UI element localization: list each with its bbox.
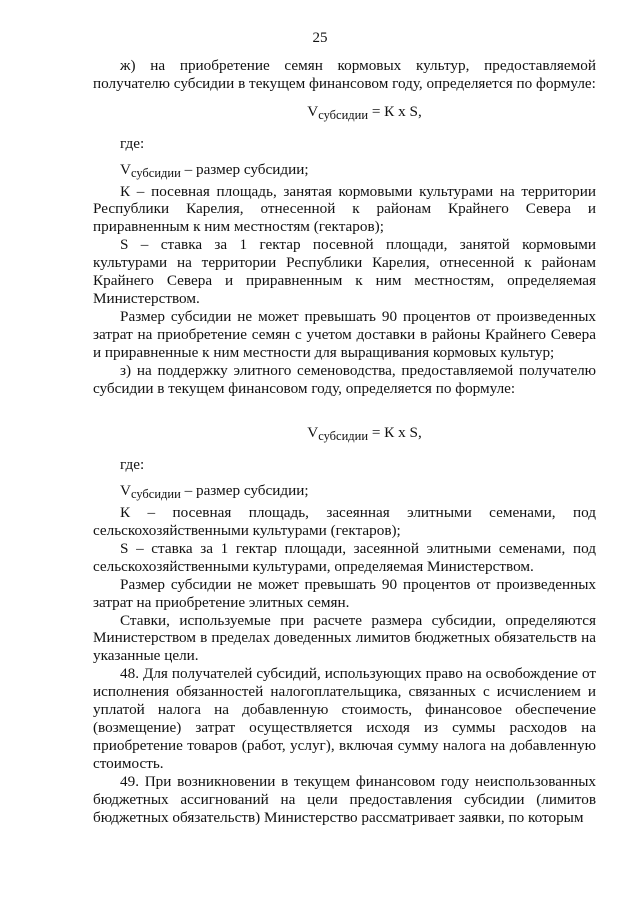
formula-elite-seeds — [93, 424, 596, 446]
definition-v-feed-crops — [93, 161, 596, 183]
limit-elite-seeds: Размер субсидии не может превышать 90 процентов от произведенных затрат на приобретение элитных семян. — [93, 575, 596, 611]
document-body — [93, 57, 596, 826]
page-number: 25 — [312, 30, 328, 46]
limit-feed-crops: Размер субсидии не может превышать 90 процентов от произведенных затрат на приобретение семян с учетом доставки в районы Крайнего Севера и приравненные к ним местности для выращивания кормовых культур; — [93, 307, 596, 361]
paragraph-elite-seeds: з) на поддержку элитного семеноводства, предоставляемой получателю субсидии в текущем финансовом году, определяется по формуле: — [93, 361, 596, 397]
formula-variable: V — [307, 424, 319, 442]
definition-k-feed-crops: К – посевная площадь, занятая кормовыми культурами на территории Республики Карелия, отнесенной к районам Крайнего Севера и приравненным к ним местностям (гектаров); — [93, 182, 596, 236]
formula-feed-crops — [93, 103, 596, 125]
definition-variable: V — [120, 482, 131, 500]
formula-expression: = К х S, — [368, 102, 422, 120]
definition-v-elite-seeds — [93, 482, 596, 504]
definition-subscript: субсидии — [130, 165, 181, 180]
definition-k-elite-seeds: К – посевная площадь, засеянная элитными семенами, под сельскохозяйственными культурами (гектаров); — [93, 504, 596, 540]
formula-subscript: субсидии — [318, 429, 369, 444]
paragraph-rates: Ставки, используемые при расчете размера субсидии, определяются Министерством в пределах доведенных лимитов бюджетных обязательств на указанные цели. — [93, 611, 596, 665]
definition-text: – размер субсидии; — [180, 160, 309, 178]
definition-s-elite-seeds: S – ставка за 1 гектар площади, засеянной элитными семенами, под сельскохозяйственными культурами, определяемая Министерством. — [93, 539, 596, 575]
paragraph-48: 48. Для получателей субсидий, использующих право на освобождение от исполнения обязанностей налогоплательщика, связанных с исчислением и уплатой налога на добавленную стоимость, финансовое обеспечение (возмещение) затрат осуществляется исходя из суммы расходов на приобретение товаров (работ, услуг), включая сумму налога на добавленную стоимость. — [93, 665, 596, 772]
definition-subscript: субсидии — [130, 487, 181, 502]
formula-variable: V — [307, 102, 319, 120]
paragraph-49: 49. При возникновении в текущем финансовом году неиспользованных бюджетных ассигнований на цели предоставления субсидии (лимитов бюджетных обязательств) Министерство рассматривает заявки, по которым — [93, 772, 596, 826]
where-label: где: — [120, 456, 145, 474]
formula-expression: = К х S, — [368, 424, 422, 442]
formula-subscript: субсидии — [318, 107, 369, 122]
where-label: где: — [120, 134, 145, 152]
definition-s-feed-crops: S – ставка за 1 гектар посевной площади, занятой кормовыми культурами на территории Республики Карелия, отнесенной к районам Крайнего Севера и приравненным к ним местностям, определяемая Министерством. — [93, 236, 596, 307]
paragraph-subsidy-feed-crops: ж) на приобретение семян кормовых культур, предоставляемой получателю субсидии в текущем финансовом году, определяется по формуле: — [93, 57, 596, 92]
definition-text: – размер субсидии; — [180, 482, 309, 500]
definition-variable: V — [120, 160, 131, 178]
